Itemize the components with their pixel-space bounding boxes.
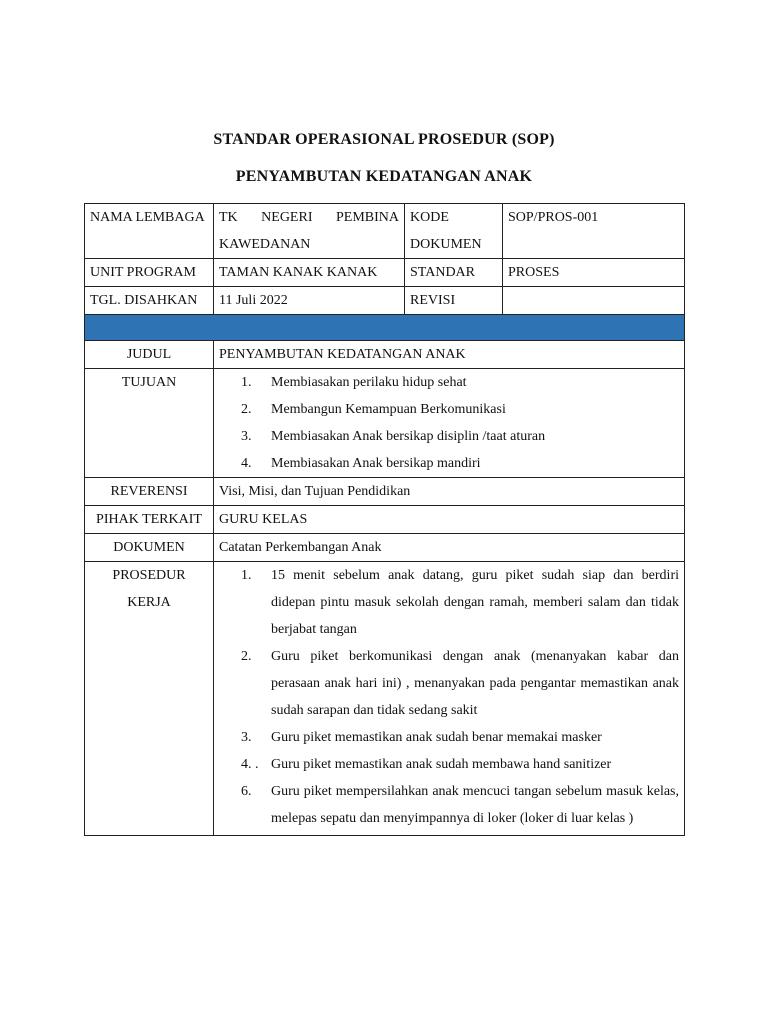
prosedur-list-cell	[214, 562, 685, 836]
prosedur-item-text: Guru piket memastikan anak sudah membawa hand sanitizer	[271, 757, 612, 772]
blue-band	[85, 315, 685, 341]
standar-value: PROSES	[503, 259, 685, 287]
row-unit-program	[85, 259, 685, 287]
row-judul	[85, 341, 685, 369]
kode-dokumen-value: SOP/PROS-001	[503, 204, 685, 259]
row-nama-lembaga	[85, 204, 685, 259]
tujuan-item-number: 3.	[241, 429, 252, 444]
judul-label: JUDUL	[85, 341, 214, 369]
tujuan-item	[219, 369, 679, 396]
revisi-label: REVISI	[405, 287, 503, 315]
tujuan-list-cell	[214, 369, 685, 478]
tgl-disahkan-label: TGL. DISAHKAN	[85, 287, 214, 315]
standar-label: STANDAR	[405, 259, 503, 287]
dokumen-label: DOKUMEN	[85, 534, 214, 562]
tujuan-item-text: Membiasakan Anak bersikap mandiri	[271, 456, 481, 471]
tujuan-item-text: Membiasakan perilaku hidup sehat	[271, 375, 467, 390]
judul-value: PENYAMBUTAN KEDATANGAN ANAK	[214, 341, 685, 369]
prosedur-list	[219, 562, 679, 832]
tujuan-label: TUJUAN	[85, 369, 214, 478]
prosedur-item-text: Guru piket berkomunikasi dengan anak (menanyakan kabar dan perasaan anak hari ini) , menanyakan pada pengantar memastikan anak sudah sarapan dan tidak sedang sakit	[271, 649, 679, 718]
tujuan-item-number: 4.	[241, 456, 252, 471]
prosedur-item-number: 4. .	[241, 757, 259, 772]
tujuan-item	[219, 450, 679, 477]
unit-program-label: UNIT PROGRAM	[85, 259, 214, 287]
prosedur-item-number: 3.	[241, 730, 252, 745]
dokumen-value: Catatan Perkembangan Anak	[214, 534, 685, 562]
tujuan-list	[219, 369, 679, 477]
prosedur-item	[219, 643, 679, 724]
unit-program-value: TAMAN KANAK KANAK	[214, 259, 405, 287]
prosedur-item	[219, 724, 679, 751]
nama-lembaga-label: NAMA LEMBAGA	[85, 204, 214, 259]
document-subtitle: PENYAMBUTAN KEDATANGAN ANAK	[235, 168, 533, 185]
revisi-value	[503, 287, 685, 315]
section-divider-band	[85, 315, 685, 341]
row-tgl-disahkan	[85, 287, 685, 315]
referensi-value: Visi, Misi, dan Tujuan Pendidikan	[214, 478, 685, 506]
tujuan-item	[219, 396, 679, 423]
row-dokumen	[85, 534, 685, 562]
kode-dokumen-label: KODE DOKUMEN	[405, 204, 503, 259]
nama-lembaga-value: TK NEGERI PEMBINA KAWEDANAN	[214, 204, 405, 259]
prosedur-item-text: Guru piket memastikan anak sudah benar memakai masker	[271, 730, 602, 745]
pihak-terkait-value: GURU KELAS	[214, 506, 685, 534]
prosedur-item-number: 1.	[241, 568, 252, 583]
tujuan-item-number: 2.	[241, 402, 252, 417]
prosedur-item	[219, 778, 679, 832]
prosedur-item-number: 6.	[241, 784, 252, 799]
row-referensi	[85, 478, 685, 506]
referensi-label: REVERENSI	[85, 478, 214, 506]
prosedur-item-text: 15 menit sebelum anak datang, guru piket sudah siap dan berdiri didepan pintu masuk sekolah dengan ramah, memberi salam dan tidak berjabat tangan	[271, 568, 679, 637]
tujuan-item-text: Membiasakan Anak bersikap disiplin /taat aturan	[271, 429, 546, 444]
tgl-disahkan-value: 11 Juli 2022	[214, 287, 405, 315]
tujuan-item	[219, 423, 679, 450]
prosedur-item	[219, 751, 679, 778]
pihak-terkait-label: PIHAK TERKAIT	[85, 506, 214, 534]
tujuan-item-number: 1.	[241, 375, 252, 390]
prosedur-item	[219, 562, 679, 643]
row-prosedur-kerja	[85, 562, 685, 836]
prosedur-item-text: Guru piket mempersilahkan anak mencuci tangan sebelum masuk kelas, melepas sepatu dan menyimpannya di loker (loker di luar kelas )	[271, 784, 679, 826]
document-title: STANDAR OPERASIONAL PROSEDUR (SOP)	[213, 131, 555, 148]
prosedur-kerja-label: PROSEDUR KERJA	[85, 562, 214, 836]
sop-table	[84, 203, 685, 836]
row-pihak-terkait	[85, 506, 685, 534]
row-tujuan	[85, 369, 685, 478]
tujuan-item-text: Membangun Kemampuan Berkomunikasi	[271, 402, 506, 417]
prosedur-item-number: 2.	[241, 649, 252, 664]
